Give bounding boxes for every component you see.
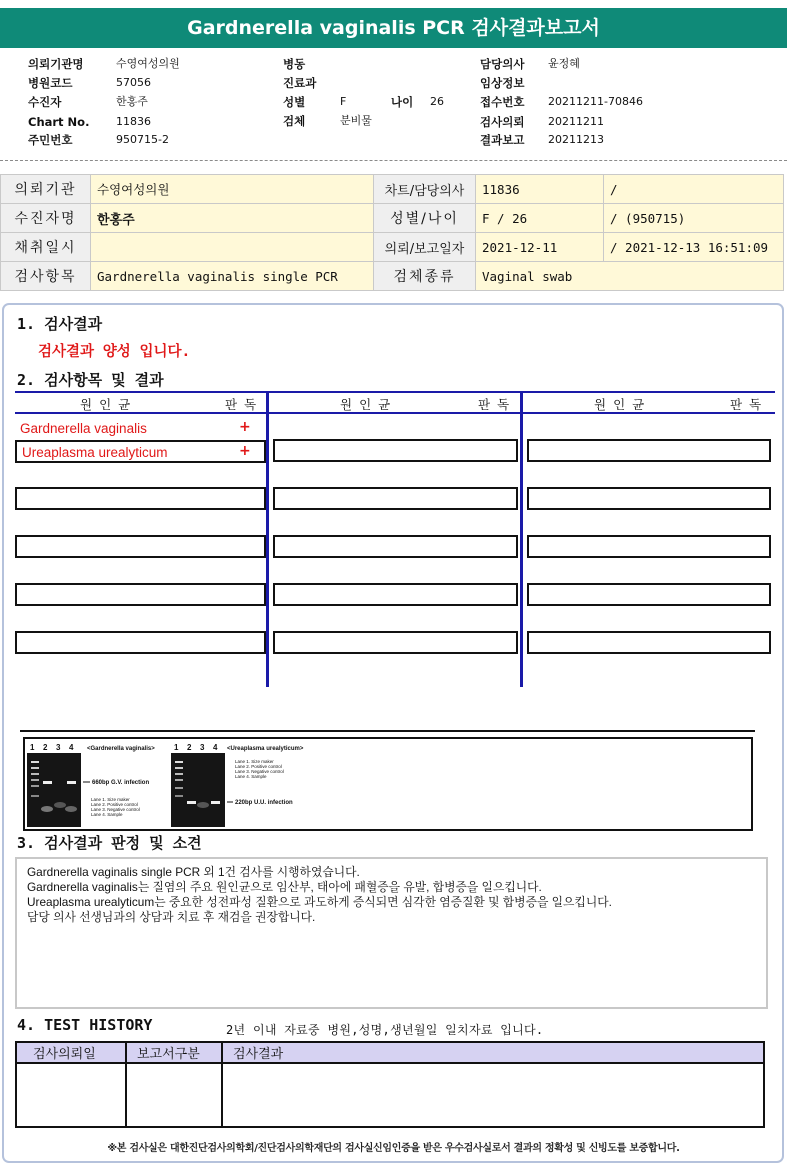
report-title: Gardnerella vaginalis PCR 검사결과보고서 [0, 8, 787, 48]
header-chart-label: Chart No. [28, 115, 90, 129]
result-cell-box [273, 631, 518, 654]
gel-left-note-4: Lane 4. Sample [91, 812, 123, 817]
gel-left-lane-4: 4 [69, 743, 74, 752]
comment-line-2: Gardnerella vaginalis는 질염의 주요 원인균으로 임산부, 태아에 패혈증을 유발, 합병증을 일으킵니다. [27, 880, 542, 894]
gel-right-lane-1: 1 [174, 743, 179, 752]
section3-title: 3. 검사결과 판정 및 소견 [17, 834, 202, 852]
header-request-value: 20211211 [548, 115, 604, 128]
header-institution-value: 수영여성의원 [116, 57, 180, 70]
info-collect-value [91, 233, 374, 262]
gel-right-note-3: Lane 3. Negative control [235, 769, 284, 774]
header-report-label: 결과보고 [480, 133, 525, 147]
info-specimen-value: Vaginal swab [476, 262, 784, 291]
comment-box [15, 857, 768, 1009]
info-request-label: 의뢰/보고일자 [374, 233, 476, 262]
header-receipt-label: 접수번호 [480, 95, 525, 109]
gel-right-note-1: Lane 1. Size maker [235, 759, 274, 764]
result-cell-box [527, 439, 771, 462]
gel-right-band-label: 220bp U.U. infection [235, 800, 293, 806]
gel-right-note-2: Lane 2. Positive control [235, 764, 282, 769]
header-doctor-value: 윤정혜 [548, 57, 580, 70]
col3-organism-header: 원인균 [594, 397, 652, 412]
gel-right-lane-4: 4 [213, 743, 218, 752]
gel-left-panel [27, 753, 81, 827]
gel-separator [20, 730, 755, 732]
header-sex-value: F [340, 95, 347, 108]
result-cell-box [15, 631, 266, 654]
gel-right-panel [171, 753, 225, 827]
result-cell-box [273, 535, 518, 558]
info-patient-value: 한홍주 [91, 204, 374, 233]
result-summary: 검사결과 양성 입니다. [38, 344, 191, 360]
header-rrn-value: 950715-2 [116, 133, 169, 146]
info-test-label: 검사항목 [1, 262, 91, 291]
col2-judge-header: 판독 [478, 397, 517, 412]
header-chart-value: 11836 [116, 115, 151, 128]
info-sexage-extra: / (950715) [604, 204, 784, 233]
info-test-value: Gardnerella vaginalis single PCR [91, 262, 374, 291]
header-doctor-label: 담당의사 [480, 57, 525, 71]
gel-left-lane-1: 1 [30, 743, 35, 752]
result-cell-box [527, 583, 771, 606]
info-sexage-label: 성별/나이 [374, 204, 476, 233]
header-report-value: 20211213 [548, 133, 604, 146]
result-cell-box [527, 535, 771, 558]
result-judge-1: + [239, 419, 251, 435]
history-table [15, 1041, 765, 1128]
result-cell-box [273, 583, 518, 606]
history-cell [16, 1063, 126, 1127]
header-sex-label: 성별 [283, 95, 306, 109]
history-header-request-date: 검사의뢰일 [16, 1042, 126, 1063]
info-sexage-value: F / 26 [476, 204, 604, 233]
gel-right-note-4: Lane 4. Sample [235, 774, 267, 779]
grid-divider-1 [266, 391, 269, 687]
result-cell-box [15, 583, 266, 606]
result-cell-box [15, 487, 266, 510]
result-judge-2: + [239, 443, 251, 459]
gel-electrophoresis-image [25, 739, 751, 829]
info-table [0, 174, 784, 291]
header-dept-label: 진료과 [283, 76, 317, 90]
header-ward-label: 병동 [283, 57, 306, 71]
col1-judge-header: 판독 [225, 397, 264, 412]
grid-top-line [15, 391, 775, 393]
header-specimen-value: 분비물 [340, 114, 372, 127]
history-header-result: 검사결과 [222, 1042, 764, 1063]
header-hospital-code-label: 병원코드 [28, 76, 73, 90]
result-cell-box [273, 439, 518, 462]
info-institution-value: 수영여성의원 [91, 175, 374, 204]
history-cell [126, 1063, 222, 1127]
gel-right-lane-3: 3 [200, 743, 205, 752]
col2-organism-header: 원인균 [340, 397, 398, 412]
comment-line-3: Ureaplasma urealyticum는 중요한 성전파성 질환으로 과도하게 증식되면 심각한 염증질환 및 합병증을 일으킵니다. [27, 895, 612, 909]
header-hospital-code-value: 57056 [116, 76, 151, 89]
result-cell-box [527, 631, 771, 654]
header-receipt-value: 20211211-70846 [548, 95, 643, 108]
info-request-value: 2021-12-11 [476, 233, 604, 262]
gel-image-frame [23, 737, 753, 831]
info-institution-label: 의뢰기관 [1, 175, 91, 204]
grid-divider-2 [520, 391, 523, 687]
section1-title: 1. 검사결과 [17, 315, 103, 333]
certification-footer: ※본 검사실은 대한진단검사의학회/진단검사의학재단의 검사실신임인증을 받은 우수검사실로서 결과의 정확성 및 신빙도를 보증합니다. [107, 1143, 680, 1154]
comment-line-4: 담당 의사 선생님과의 상담과 치료 후 재검을 권장합니다. [27, 910, 316, 924]
info-collect-label: 채취일시 [1, 233, 91, 262]
history-note: 2년 이내 자료중 병원,성명,생년월일 일치자료 입니다. [226, 1023, 544, 1037]
comment-line-1: Gardnerella vaginalis single PCR 외 1건 검사를 시행하였습니다. [27, 865, 360, 879]
header-clinical-label: 임상정보 [480, 76, 525, 90]
history-header-report-type: 보고서구분 [126, 1042, 222, 1063]
col3-judge-header: 판독 [730, 397, 769, 412]
gel-left-lane-3: 3 [56, 743, 61, 752]
info-chart-value: 11836 [476, 175, 604, 204]
gel-left-note-2: Lane 2. Positive control [91, 802, 138, 807]
section4-title: 4. TEST HISTORY [17, 1016, 153, 1034]
header-patient-value: 한홍주 [116, 95, 148, 108]
gel-left-note-3: Lane 3. Negative control [91, 807, 140, 812]
result-cell-box [15, 535, 266, 558]
header-request-label: 검사의뢰 [480, 115, 525, 129]
info-specimen-label: 검체종류 [374, 262, 476, 291]
gel-left-note-1: Lane 1. Size maker [91, 797, 130, 802]
info-chart-label: 차트/담당의사 [374, 175, 476, 204]
info-patient-label: 수진자명 [1, 204, 91, 233]
result-cell-box [527, 487, 771, 510]
header-divider [0, 160, 787, 161]
header-age-label: 나이 [391, 95, 414, 109]
header-rrn-label: 주민번호 [28, 133, 73, 147]
gel-left-lane-2: 2 [43, 743, 48, 752]
header-age-value: 26 [430, 95, 444, 108]
info-chart-slash: / [604, 175, 784, 204]
gel-right-lane-2: 2 [187, 743, 192, 752]
header-institution-label: 의뢰기관명 [28, 57, 84, 71]
result-organism-2: Ureaplasma urealyticum [22, 445, 168, 460]
section2-title: 2. 검사항목 및 결과 [17, 371, 164, 389]
header-specimen-label: 검체 [283, 114, 306, 128]
info-report-value: / 2021-12-13 16:51:09 [604, 233, 784, 262]
gel-right-title: <Ureaplasma urealyticum> [227, 746, 304, 752]
gel-left-band-label: 660bp G.V. infection [92, 780, 150, 786]
header-patient-label: 수진자 [28, 95, 62, 109]
result-organism-1: Gardnerella vaginalis [20, 421, 147, 436]
result-cell-box [273, 487, 518, 510]
gel-left-title: <Gardnerella vaginalis> [87, 746, 155, 752]
history-cell [222, 1063, 764, 1127]
col1-organism-header: 원인균 [80, 397, 138, 412]
